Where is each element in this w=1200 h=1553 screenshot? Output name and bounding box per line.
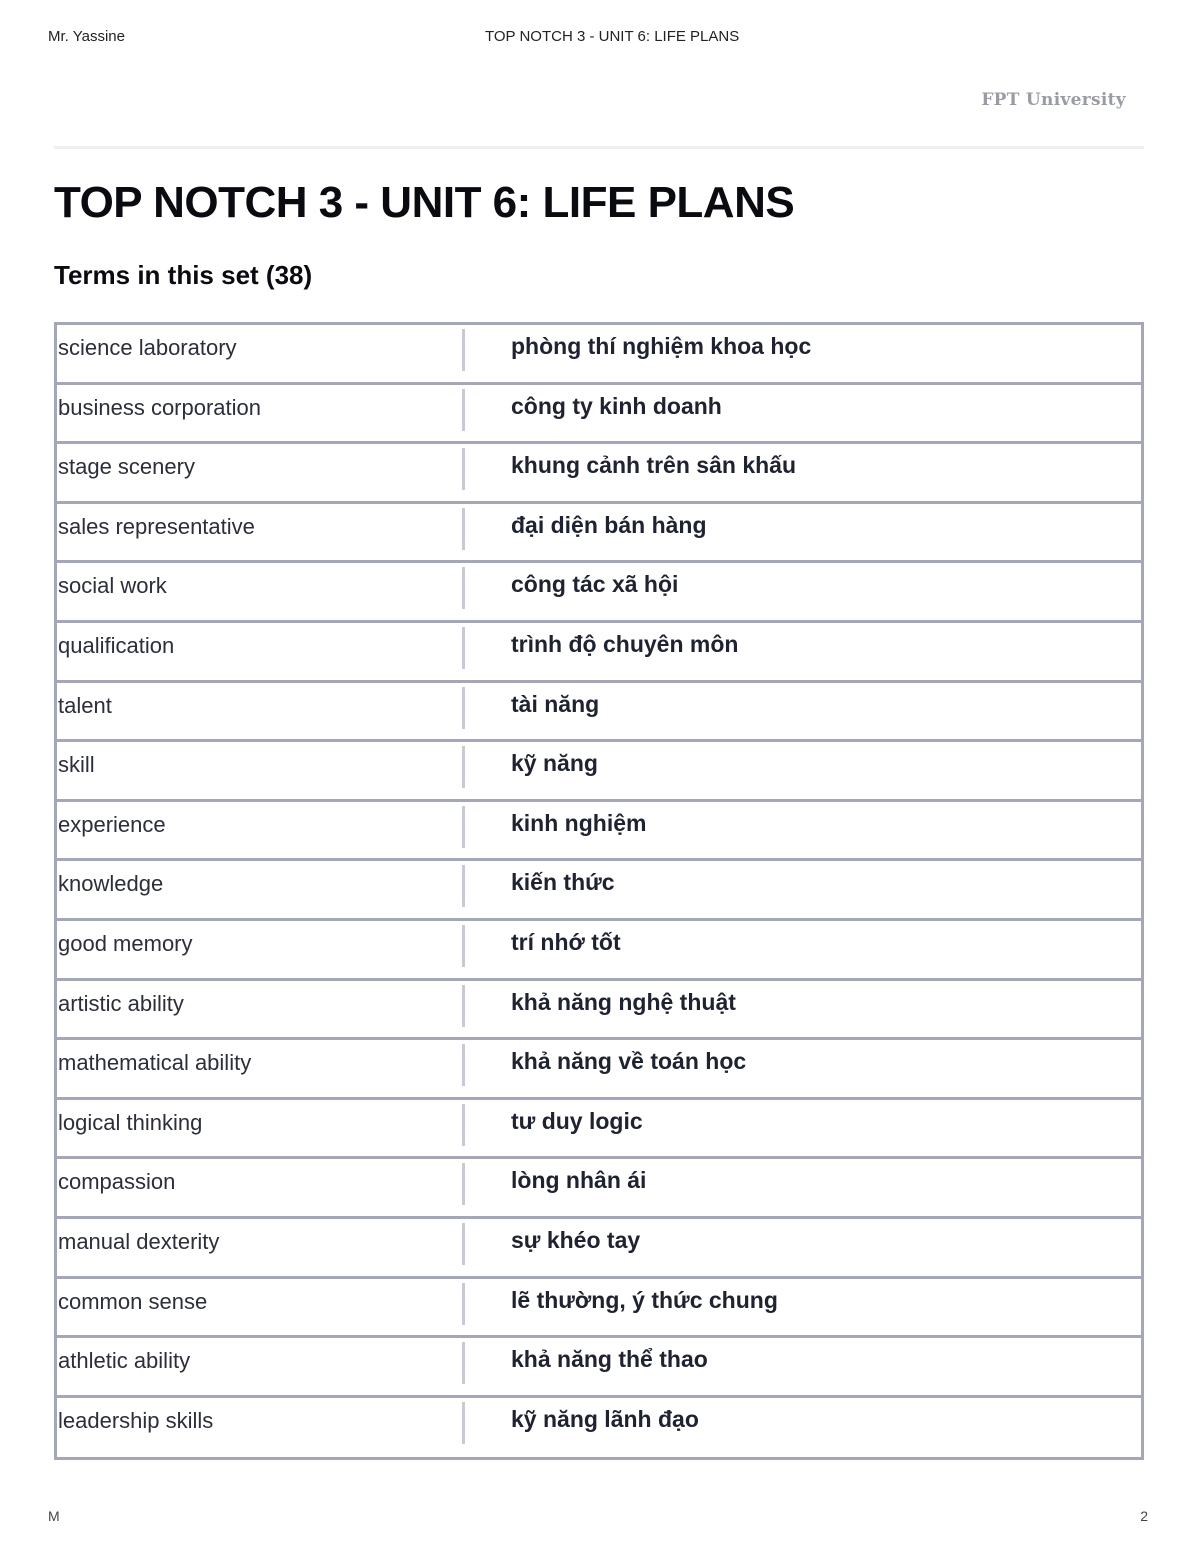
definition-text: khả năng nghệ thuật [511, 988, 736, 1015]
term-row [57, 385, 1141, 445]
definition-text: phòng thí nghiệm khoa học [511, 333, 812, 359]
term-text: mathematical ability [58, 1050, 252, 1076]
column-separator [462, 1402, 465, 1444]
term-text: athletic ability [58, 1348, 191, 1374]
header-divider [54, 146, 1144, 149]
page-title: TOP NOTCH 3 - UNIT 6: LIFE PLANS [54, 178, 795, 227]
term-text: talent [58, 692, 112, 718]
column-separator [462, 1283, 465, 1325]
term-text: experience [58, 811, 166, 837]
term-row [57, 444, 1141, 504]
column-separator [462, 865, 465, 907]
term-text: social work [58, 573, 167, 599]
column-separator [462, 448, 465, 490]
term-text: artistic ability [58, 990, 184, 1016]
term-text: manual dexterity [58, 1228, 220, 1254]
terms-table [54, 322, 1144, 1460]
term-row [57, 1159, 1141, 1219]
term-row [57, 981, 1141, 1041]
term-text: good memory [58, 930, 193, 956]
column-separator [462, 806, 465, 848]
term-row [57, 861, 1141, 921]
definition-text: lẽ thường, ý thức chung [511, 1286, 778, 1313]
term-text: sales representative [58, 513, 255, 539]
term-text: skill [58, 752, 95, 778]
definition-text: công ty kinh doanh [511, 392, 722, 419]
definition-text: kiến thức [511, 869, 615, 896]
definition-text: khả năng về toán học [511, 1048, 747, 1075]
term-row [57, 504, 1141, 564]
header-author: Mr. Yassine [48, 28, 125, 45]
term-row [57, 742, 1141, 802]
term-text: science laboratory [58, 335, 237, 360]
column-separator [462, 925, 465, 967]
term-row [57, 802, 1141, 862]
definition-text: tư duy logic [511, 1107, 643, 1134]
column-separator [462, 1044, 465, 1086]
column-separator [462, 1163, 465, 1205]
term-text: leadership skills [58, 1407, 214, 1433]
definition-text: khả năng thể thao [511, 1346, 708, 1373]
term-row [57, 1219, 1141, 1279]
column-separator [462, 985, 465, 1027]
term-text: business corporation [58, 394, 262, 420]
column-separator [462, 746, 465, 788]
column-separator [462, 1104, 465, 1146]
column-separator [462, 1342, 465, 1384]
term-text: logical thinking [58, 1109, 203, 1135]
term-text: common sense [58, 1288, 208, 1314]
column-separator [462, 508, 465, 550]
definition-text: đại diện bán hàng [511, 511, 707, 538]
term-row [57, 563, 1141, 623]
column-separator [462, 687, 465, 729]
term-row [57, 1040, 1141, 1100]
definition-text: công tác xã hội [511, 571, 679, 598]
column-separator [462, 627, 465, 669]
term-row [57, 683, 1141, 743]
term-row [57, 1100, 1141, 1160]
term-row [57, 325, 1141, 385]
header-doc-title: TOP NOTCH 3 - UNIT 6: LIFE PLANS [485, 28, 740, 45]
term-row [57, 623, 1141, 683]
definition-text: tài năng [511, 690, 600, 717]
definition-text: kỹ năng lãnh đạo [511, 1405, 699, 1432]
term-row [57, 1398, 1141, 1458]
definition-text: kỹ năng [511, 750, 598, 777]
term-text: qualification [58, 632, 175, 658]
definition-text: sự khéo tay [511, 1226, 641, 1253]
terms-count-heading: Terms in this set (38) [54, 260, 313, 290]
column-separator [462, 567, 465, 609]
term-text: compassion [58, 1169, 176, 1195]
definition-text: trình độ chuyên môn [511, 630, 739, 657]
term-text: stage scenery [58, 454, 195, 480]
column-separator [462, 329, 465, 371]
column-separator [462, 389, 465, 431]
term-row [57, 1279, 1141, 1339]
definition-text: kinh nghiệm [511, 809, 647, 836]
definition-text: trí nhớ tốt [511, 928, 621, 955]
column-separator [462, 1223, 465, 1265]
term-row [57, 1338, 1141, 1398]
term-row [57, 921, 1141, 981]
brand-logo-text: FPT University [981, 90, 1126, 110]
term-text: knowledge [58, 871, 164, 897]
footer-left-text: M [48, 1508, 60, 1524]
definition-text: lòng nhân ái [511, 1167, 647, 1194]
footer-page-number: 2 [1140, 1508, 1148, 1524]
definition-text: khung cảnh trên sân khấu [511, 452, 796, 479]
